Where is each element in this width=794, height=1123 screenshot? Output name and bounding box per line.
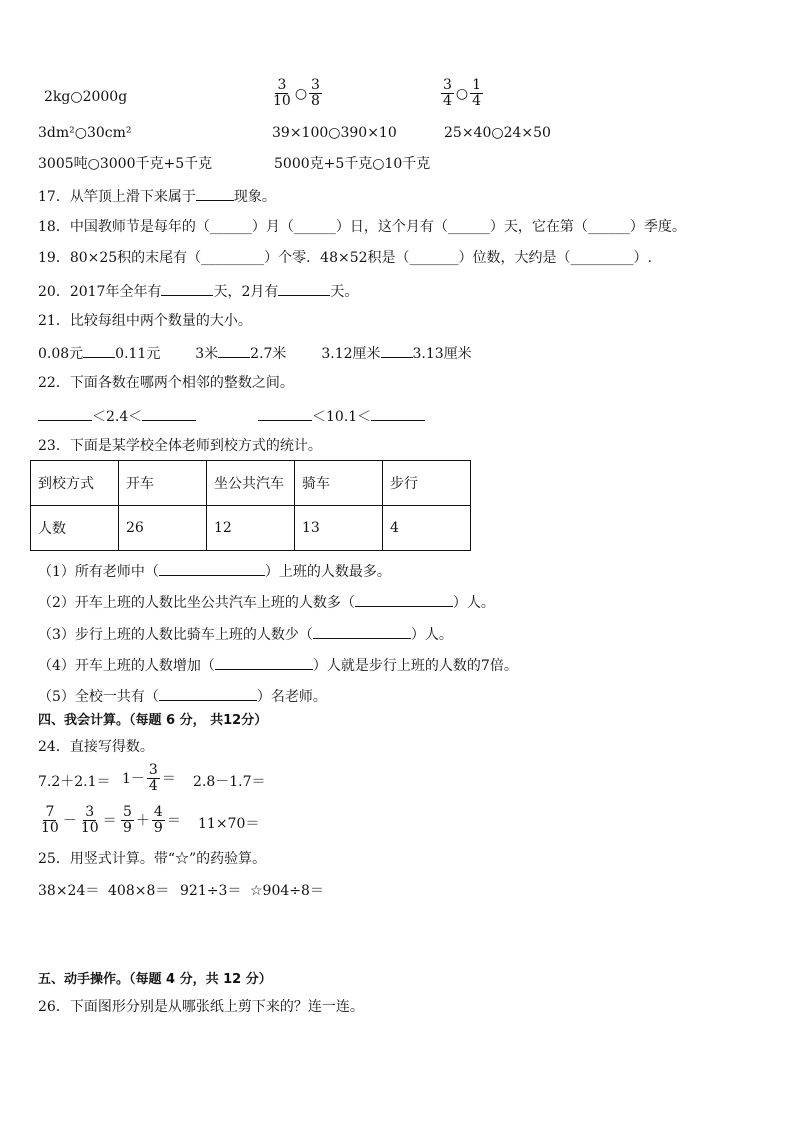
calc-2: 1－ $\frac{3}{4}$ ＝ xyxy=(122,762,176,794)
fraction: $\frac{3}{4}$ xyxy=(443,77,452,109)
fraction: $\frac{4}{9}$ xyxy=(153,804,163,836)
table-cell: 骑车 xyxy=(295,461,383,506)
answer-blank[interactable] xyxy=(355,592,453,607)
table-cell: 12 xyxy=(207,506,295,551)
answer-blank[interactable] xyxy=(313,624,411,639)
question-21-title: 21．比较每组中两个数量的大小。 xyxy=(38,313,252,329)
question-18: 18．中国教师节是每年的（______）月（______）日，这个月有（______）天，它在第（______）季度。 xyxy=(38,219,686,235)
answer-blank[interactable] xyxy=(371,406,425,421)
question-20: 20．2017年全年有 天，2月有 天。 xyxy=(38,281,358,301)
section-5-heading: 五、动手操作。（每题 4 分，共 12 分） xyxy=(38,972,272,987)
table-row xyxy=(31,506,471,551)
table-cell: 13 xyxy=(295,506,383,551)
vertical-calc-1: 38×24＝ xyxy=(38,883,100,899)
answer-blank[interactable] xyxy=(218,343,250,358)
question-21-items: 0.08元 0.11元 3米 2.7米 3.12厘米 3.13厘米 xyxy=(38,343,472,363)
section-4-heading: 四、我会计算。（每题 6 分， 共12分） xyxy=(38,713,268,728)
answer-blank[interactable] xyxy=(159,686,257,701)
fraction: $\frac{5}{9}$ xyxy=(123,804,132,836)
fraction: $\frac{3}{10}$ xyxy=(80,804,99,836)
fraction: $\frac{7}{10}$ xyxy=(41,804,59,836)
question-23-sub-4: （4）开车上班的人数增加（ ）人就是步行上班的人数的7倍。 xyxy=(38,655,518,675)
table-cell: 26 xyxy=(119,506,207,551)
calc-4: $\frac{7}{10}$ － $\frac{3}{10}$ ＝ xyxy=(41,804,117,836)
fraction: $\frac{3}{4}$ xyxy=(148,762,158,794)
table-cell: 人数 xyxy=(31,506,119,551)
question-24-title: 24．直接写得数。 xyxy=(38,739,154,755)
table-cell: 4 xyxy=(383,506,471,551)
fraction: $\frac{1}{4}$ xyxy=(472,77,482,109)
question-25-title: 25．用竖式计算。带“☆”的药验算。 xyxy=(38,851,267,867)
question-22-title: 22．下面各数在哪两个相邻的整数之间。 xyxy=(38,375,294,391)
answer-blank[interactable] xyxy=(83,343,115,358)
compare-area: 3dm²○30cm² xyxy=(38,125,132,141)
answer-blank[interactable] xyxy=(159,561,265,576)
compare-product-1: 39×100○390×10 xyxy=(272,125,397,141)
question-22-item-2: ＜10.1＜ xyxy=(258,406,425,426)
table-cell: 步行 xyxy=(383,461,471,506)
question-17: 17．从竿顶上滑下来属于 现象。 xyxy=(38,186,276,206)
table-cell: 开车 xyxy=(119,461,207,506)
compare-kg: 2kg○2000g xyxy=(44,89,128,105)
question-23-title: 23．下面是某学校全体老师到校方式的统计。 xyxy=(38,438,322,454)
calc-1: 7.2＋2.1＝ xyxy=(38,774,111,790)
calc-3: 2.8－1.7＝ xyxy=(193,774,266,790)
question-23-sub-2: （2）开车上班的人数比坐公共汽车上班的人数多（ ）人。 xyxy=(38,592,495,612)
table-cell: 坐公共汽车 xyxy=(207,461,295,506)
answer-blank[interactable] xyxy=(38,406,92,421)
calc-6: 11×70＝ xyxy=(198,816,260,832)
fraction: $\frac{3}{8}$ xyxy=(311,77,320,109)
commute-statistics-table xyxy=(30,460,471,551)
answer-blank[interactable] xyxy=(215,655,313,670)
compare-gram: 5000克+5千克○10千克 xyxy=(274,156,431,172)
compare-product-2: 25×40○24×50 xyxy=(444,125,551,141)
compare-fraction-1: $\frac{3}{10}$ ○ $\frac{3}{8}$ xyxy=(273,77,320,109)
question-26-title: 26．下面图形分别是从哪张纸上剪下来的？连一连。 xyxy=(38,999,364,1015)
calc-5: $\frac{5}{9}$ ＋ $\frac{4}{9}$ ＝ xyxy=(123,804,181,836)
question-23-sub-1: （1）所有老师中（ ）上班的人数最多。 xyxy=(38,561,391,581)
answer-blank[interactable] xyxy=(278,281,330,296)
vertical-calc-3: 921÷3＝ xyxy=(180,883,242,899)
question-22-item-1: ＜2.4＜ xyxy=(38,406,196,426)
vertical-calc-4: ☆904÷8＝ xyxy=(250,883,324,899)
answer-blank[interactable] xyxy=(381,343,413,358)
compare-ton: 3005吨○3000千克+5千克 xyxy=(38,156,213,172)
answer-blank[interactable] xyxy=(161,281,213,296)
question-19: 19．80×25积的末尾有（_________）个零．48×52积是（_______）位数，大约是（_________）. xyxy=(38,250,652,266)
question-23-sub-5: （5）全校一共有（ ）名老师。 xyxy=(38,686,327,706)
answer-blank[interactable] xyxy=(196,186,234,201)
answer-blank[interactable] xyxy=(142,406,196,421)
vertical-calc-2: 408×8＝ xyxy=(108,883,170,899)
answer-blank[interactable] xyxy=(258,406,312,421)
fraction: $\frac{3}{10}$ xyxy=(273,77,291,109)
compare-fraction-2: $\frac{3}{4}$ ○ $\frac{1}{4}$ xyxy=(443,77,482,109)
table-header-row xyxy=(31,461,471,506)
question-23-sub-3: （3）步行上班的人数比骑车上班的人数少（ ）人。 xyxy=(38,624,453,644)
table-cell: 到校方式 xyxy=(31,461,119,506)
